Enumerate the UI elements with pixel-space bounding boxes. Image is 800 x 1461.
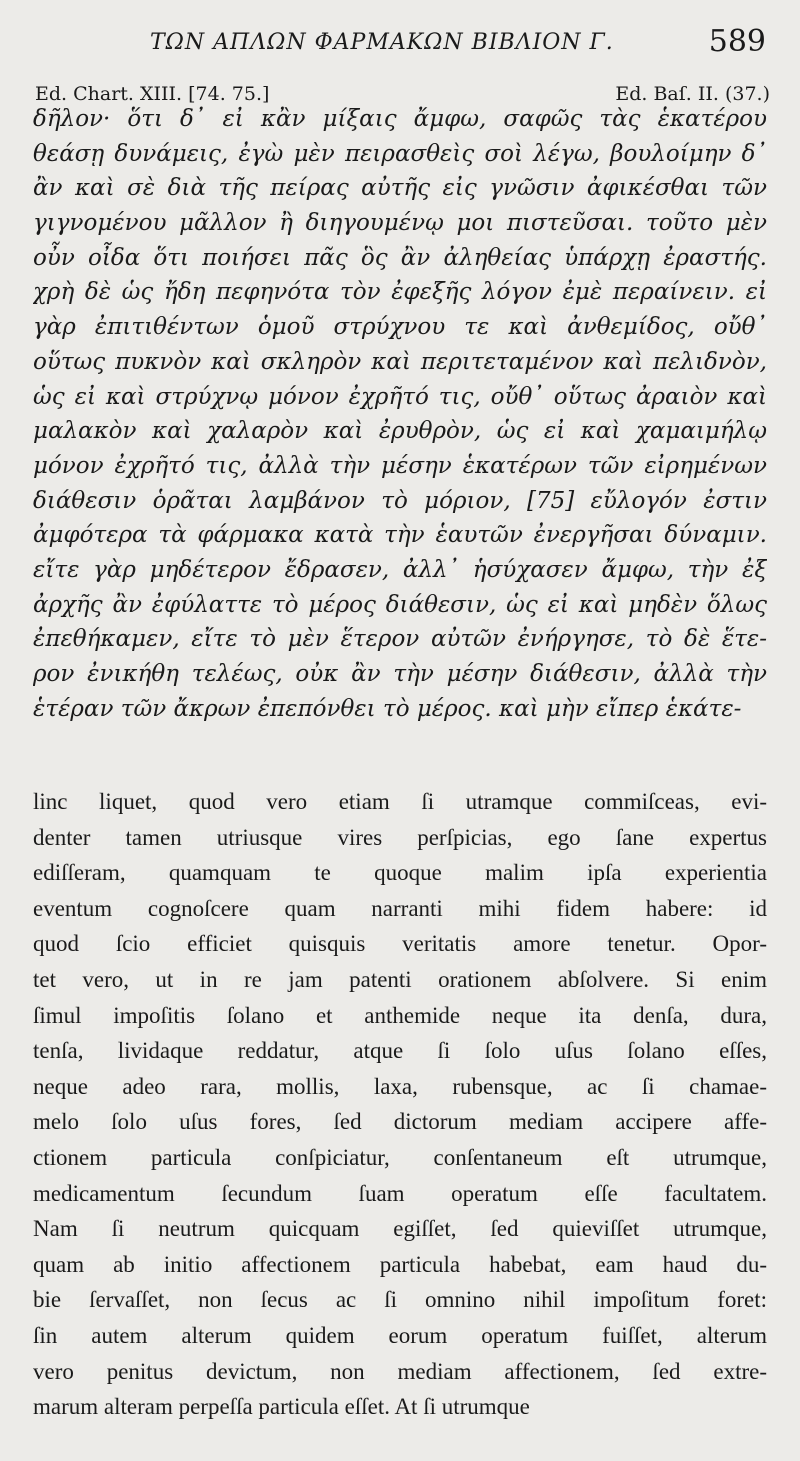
latin-text-line: ſin autem alterum quidem eorum operatum fuiſſet, alterum <box>33 1322 767 1348</box>
greek-text-line: θεάσῃ δυνάμεις, ἐγὼ μὲν πειρασθεὶς σοὶ λέγω, βουλοίμην δ᾽ <box>33 140 767 167</box>
edition-reference-right: Ed. Baſ. II. (37.) <box>615 83 770 105</box>
greek-text-line: ἐπεθήκαμεν, εἴτε τὸ μὲν ἕτερον αὐτῶν ἐνήργησε, τὸ δὲ ἕτε- <box>33 626 767 653</box>
greek-text-line: ἀρχῆς ἂν ἐφύλαττε τὸ μέρος διάθεσιν, ὡς εἰ καὶ μηδὲν ὅλως <box>33 591 767 618</box>
latin-text-line: eventum cognoſcere quam narranti mihi fidem habere: id <box>33 895 767 921</box>
latin-text-line: marum alteram perpeſſa particula eſſet. At ſi utrumque <box>33 1394 530 1420</box>
greek-text-line: ὡς εἰ καὶ στρύχνῳ μόνον ἐχρῆτό τις, οὔθ᾽ οὕτως ἀραιὸν καὶ <box>33 383 767 410</box>
running-title: ΤΩΝ ΑΠΛΩΝ ΦΑΡΜΑΚΩΝ ΒΙΒΛΙΟΝ Γ. <box>150 30 614 55</box>
latin-text-line: Nam ſi neutrum quicquam egiſſet, ſed quieviſſet utrumque, <box>33 1216 767 1242</box>
edition-reference-left: Ed. Chart. XIII. [74. 75.] <box>35 83 270 105</box>
latin-text-line: neque adeo rara, mollis, laxa, rubensque, ac ſi chamae- <box>33 1073 767 1099</box>
greek-text-line: χρὴ δὲ ὡς ἤδη πεφηνότα τὸν ἐφεξῆς λόγον ἐμὲ περαίνειν. εἰ <box>33 279 767 306</box>
greek-text-line: μαλακὸν καὶ χαλαρὸν καὶ ἐρυθρὸν, ὡς εἰ καὶ χαμαιμήλῳ <box>33 418 767 445</box>
greek-text-line: γὰρ ἐπιτιθέντων ὁμοῦ στρύχνου τε καὶ ἀνθεμίδος, οὔθ᾽ <box>33 314 767 341</box>
latin-text-line: ediſſeram, quamquam te quoque malim ipſa experientia <box>33 860 767 886</box>
greek-text-line: διάθεσιν ὁρᾶται λαμβάνον τὸ μόριον, [75] εὔλογόν ἐστιν <box>33 487 767 514</box>
latin-text-line: medicamentum ſecundum ſuam operatum eſſe facultatem. <box>33 1180 767 1206</box>
latin-text-line: quod ſcio efficiet quisquis veritatis amore tenetur. Opor- <box>33 931 767 957</box>
latin-text-line: ſimul impoſitis ſolano et anthemide neque ita denſa, dura, <box>33 1002 767 1028</box>
latin-text-line: tenſa, lividaque reddatur, atque ſi ſolo uſus ſolano eſſes, <box>33 1038 767 1064</box>
latin-text-line: melo ſolo uſus fores, ſed dictorum mediam accipere affe- <box>33 1109 767 1135</box>
greek-text-line: ἂν καὶ σὲ διὰ τῆς πείρας αὐτῆς εἰς γνῶσιν ἀφικέσθαι τῶν <box>33 175 767 202</box>
greek-text-line: ἀμφότερα τὰ φάρμακα κατὰ τὴν ἑαυτῶν ἐνεργῆσαι δύναμιν. <box>33 522 767 549</box>
greek-text-line: γιγνομένου μᾶλλον ἢ διηγουμένῳ μοι πιστεῦσαι. τοῦτο μὲν <box>33 210 767 237</box>
greek-text-line: δῆλον· ὅτι δ᾽ εἰ κἂν μίξαις ἄμφω, σαφῶς τὰς ἑκατέρου <box>33 106 767 132</box>
latin-text-block <box>33 784 767 1425</box>
greek-text-block <box>33 102 767 726</box>
latin-text-line: vero penitus devictum, non mediam affectionem, ſed extre- <box>33 1358 767 1384</box>
greek-text-line: οὖν οἶδα ὅτι ποιήσει πᾶς ὃς ἂν ἀληθείας ὑπάρχῃ ἐραστής. <box>33 244 767 271</box>
latin-text-line: linc liquet, quod vero etiam ſi utramque commiſceas, evi- <box>33 789 767 814</box>
latin-text-line: bie ſervaſſet, non ſecus ac ſi omnino nihil impoſitum foret: <box>33 1287 767 1313</box>
latin-text-line: denter tamen utriusque vires perſpicias, ego ſane expertus <box>33 824 767 850</box>
page-number: 589 <box>708 24 766 59</box>
latin-text-line: quam ab initio affectionem particula habebat, eam haud du- <box>33 1251 767 1277</box>
greek-text-line: οὕτως πυκνὸν καὶ σκληρὸν καὶ περιτεταμένον καὶ πελιδνὸν, <box>33 348 767 375</box>
greek-text-line: ἑτέραν τῶν ἄκρων ἐπεπόνθει τὸ μέρος. καὶ μὴν εἴπερ ἑκάτε- <box>33 695 742 722</box>
latin-text-line: tet vero, ut in re jam patenti orationem abſolvere. Si enim <box>33 966 767 992</box>
greek-text-line: μόνον ἐχρῆτό τις, ἀλλὰ τὴν μέσην ἑκατέρων τῶν εἰρημένων <box>33 452 767 479</box>
latin-text-line: ctionem particula conſpiciatur, conſentaneum eſt utrumque, <box>33 1144 767 1170</box>
greek-text-line: εἴτε γὰρ μηδέτερον ἔδρασεν, ἀλλ᾽ ἡσύχασεν ἄμφω, τὴν ἐξ <box>33 556 767 583</box>
greek-text-line: ρον ἐνικήθη τελέως, οὐκ ἂν τὴν μέσην διάθεσιν, ἀλλὰ τὴν <box>33 661 767 687</box>
